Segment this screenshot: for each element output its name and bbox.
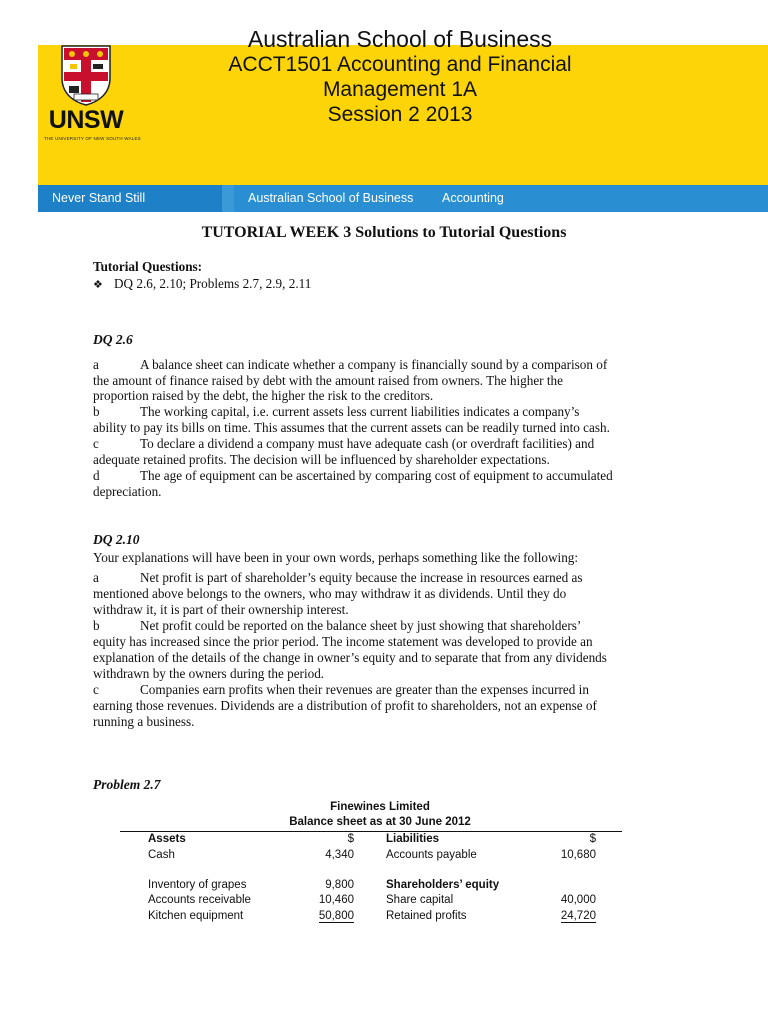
para-text: Net profit could be reported on the balance sheet by just showing that shareholders’ [140,618,582,633]
tutorial-questions-list: DQ 2.6, 2.10; Problems 2.7, 2.9, 2.11 [114,276,312,291]
para-text: The working capital, i.e. current assets less current liabilities indicates a company’s [140,404,580,419]
bs-kitchen-label: Kitchen equipment [148,910,244,922]
dq210-c-line3: running a business. [93,714,195,729]
para-label: b [93,404,100,419]
dq26-d-line1 [93,468,613,484]
dq210-a-line2: mentioned above belongs to the owners, who may withdraw it as dividends. Until they do [93,586,567,601]
dq26-b-line2: ability to pay its bills on time. This assumes that the current assets can be readily turned into cash. [93,420,610,435]
tutorial-questions-bullet [93,276,311,293]
dq26-a-line3: proportion raised by the debt, the higher the risk to the creditors. [93,388,434,403]
nav-accounting: Accounting [442,191,504,205]
dq210-c-line1 [93,682,589,698]
bs-inventory-label: Inventory of grapes [148,879,247,891]
bs-retained-label: Retained profits [386,910,467,922]
document-title: TUTORIAL WEEK 3 Solutions to Tutorial Questions [201,224,567,241]
para-text: A balance sheet can indicate whether a company is financially sound by a comparison of [140,357,608,372]
bs-ap-label: Accounts payable [386,849,477,861]
tutorial-questions-heading: Tutorial Questions: [93,259,203,274]
bs-share-value: 40,000 [560,894,596,906]
banner-nav-bar [38,185,768,212]
bs-share-label: Share capital [386,894,454,906]
unsw-logo [44,40,141,165]
dq210-heading: DQ 2.10 [93,532,140,547]
dq26-heading: DQ 2.6 [93,332,133,347]
bs-ar-label: Accounts receivable [148,894,251,906]
bs-liabilities-currency: $ [589,833,596,845]
dq210-b-line3: explanation of the details of the change in owner’s equity and to separate that from any dividends [93,650,607,665]
para-text: The age of equipment can be ascertained by comparing cost of equipment to accumulated [140,468,613,483]
dq26-a-line2: the amount of finance raised by debt with the amount raised from owners. The higher the [93,373,563,388]
dq210-c-line2: earning those revenues. Dividends are a distribution of profit to shareholders, not an expense of [93,698,597,713]
bs-retained-cell [540,909,596,924]
bs-equity-header: Shareholders’ equity [386,879,500,891]
dq210-b-line2: equity has increased since the prior period. The income statement was developed to provide an [93,634,593,649]
dq26-a-line1 [93,357,607,373]
bs-ar-value: 10,460 [318,894,354,906]
bs-assets-currency: $ [347,833,354,845]
para-text: To declare a dividend a company must have adequate cash (or overdraft facilities) and [140,436,595,451]
dq210-intro: Your explanations will have been in your own words, perhaps something like the following: [93,550,579,565]
logo-subtitle: THE UNIVERSITY OF NEW SOUTH WALES [44,136,141,141]
nav-school: Australian School of Business [248,191,414,205]
dq26-c-line1 [93,436,594,452]
para-text: Companies earn profits when their revenues are greater than the expenses incurred in [140,682,589,697]
course-title-line1: ACCT1501 Accounting and Financial [228,53,572,76]
nav-never-stand-still: Never Stand Still [38,185,222,212]
para-label: c [93,682,99,697]
dq26-c-line2: adequate retained profits. The decision will be influenced by shareholder expectations. [93,452,550,467]
para-label: a [93,570,99,585]
problem27-heading: Problem 2.7 [93,777,161,792]
bs-header-rule [120,831,622,832]
para-label: d [93,468,100,483]
bs-cash-value: 4,340 [325,849,354,861]
bs-cash-label: Cash [148,849,175,861]
bs-liabilities-header: Liabilities [386,833,440,845]
banner-heading [190,26,610,127]
diamond-bullet-icon: ❖ [93,279,103,291]
para-label: b [93,618,100,633]
para-label: c [93,436,99,451]
bs-company-name: Finewines Limited [330,801,430,813]
bs-kitchen-cell [300,909,354,924]
para-label: a [93,357,99,372]
bs-retained-value: 24,720 [560,910,596,922]
bs-inventory-value: 9,800 [325,879,354,891]
para-text: Net profit is part of shareholder’s equity because the increase in resources earned as [140,570,583,585]
dq210-a-line3: withdraw it, it is part of their ownership interest. [93,602,349,617]
bs-ap-value: 10,680 [560,849,596,861]
bs-subtitle: Balance sheet as at 30 June 2012 [289,816,471,828]
crest-icon [60,44,112,106]
dq210-a-line1 [93,570,582,586]
dq210-b-line1 [93,618,581,634]
bs-assets-header: Assets [148,833,186,845]
nav-chevron-icon [208,185,218,211]
session-label: Session 2 2013 [327,103,473,126]
dq26-b-line1 [93,404,579,420]
dq210-b-line4: withdrawn by the owners during the period. [93,666,325,681]
logo-wordmark: UNSW [48,106,124,134]
course-title-line2: Management 1A [322,78,478,101]
school-name: Australian School of Business [247,26,553,52]
dq26-d-line2: depreciation. [93,484,162,499]
bs-kitchen-value: 50,800 [318,910,354,922]
